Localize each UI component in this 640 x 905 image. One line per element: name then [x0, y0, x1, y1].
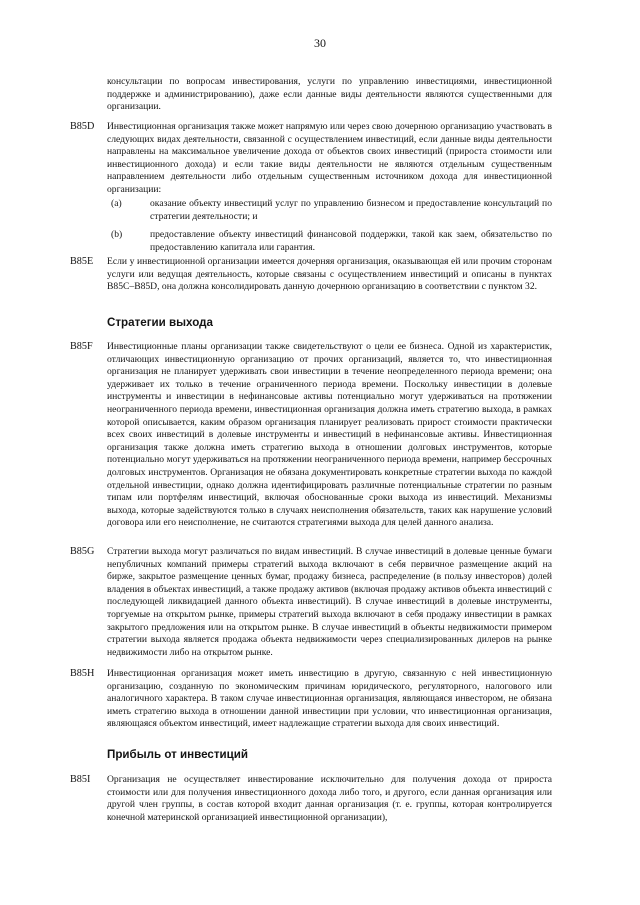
paragraph-text: консультации по вопросам инвестирования, услуги по управлению инвестициями, инвестиционной поддержке и администрированию), даже если данные виды деятельности являются существенными для организации. [107, 76, 552, 113]
paragraph-text: Инвестиционные планы организации также свидетельствуют о цели ее бизнеса. Одной из характеристик, отличающих инвестиционную организацию от прочих организаций, является то, что инвестиционная организация не планирует удерживать свои инвестиции в течение неопределенного периода времени; она удерживает их только в течение ограниченного периода времени. Поскольку инвестиции в долевые инструменты и инвестиции в нефинансовые активы потенциально могут удерживаться на протяжении неограниченного периода времени, инвестиционная организация должна иметь стратегию выхода, в рамках которой описывается, каким образом организация планирует реализовать прирост стоимости практически всех своих инвестиций в долевые инструменты и инвестиций в нефинансовые активы. Инвестиционная организация также должна иметь стратегию выхода в отношении долговых инструментов, которые потенциально могут удерживаться на протяжении неограниченного периода времени, например бессрочных долговых инструментов. Организация не обязана документировать конкретные стратегии выхода по каждой отдельной инвестиции, однако должна идентифицировать различные потенциальные стратегии по разным типам или портфелям инвестиций, включая обоснованные сроки выхода из инвестиций. Механизмы выхода, которые задействуются только в случаях неисполнения обязательств, таких как нарушение условий договора или его неисполнение, не считаются стратегиями выхода для целей данного анализа. [107, 341, 552, 529]
paragraph-number: B85E [70, 256, 94, 267]
paragraph-text: Стратегии выхода могут различаться по видам инвестиций. В случае инвестиций в долевые ценные бумаги непубличных компаний примеры стратегий выхода включают в себя первичное размещение акций на бирже, закрытое размещение ценных бумаг, продажу бизнеса, распределение (в пользу инвесторов) долей владения в объектах инвестиций, а также продажу активов (включая продажу активов объекта инвестиций с последующей ликвидацией данного объекта инвестиций). В случае инвестиций в долевые инструменты, торгуемые на открытом рынке, примеры стратегий выхода включают в себя продажу инвестиции в рамках закрытого предложения или на открытом рынке. В случае инвестиций в объекты недвижимости примером стратегии выхода является продажа объекта недвижимости через специализированных дилеров на рынке недвижимости либо на открытом рынке. [107, 546, 552, 658]
paragraph-text: Инвестиционная организация также может напрямую или через свою дочернюю организацию участвовать в следующих видах деятельности, связанной с осуществлением инвестиций, если данные виды деятельности направлены на максимальное увеличение дохода от объектов своих инвестиций (прироста стоимости или инвестиционного дохода) и если такие виды деятельности не являются отдельным существенным направлением деятельности либо отдельным существенным источником дохода для инвестиционной организации: [107, 121, 552, 195]
section-heading-exit-strategies: Стратегии выхода [107, 316, 213, 329]
paragraph-text: Если у инвестиционной организации имеется дочерняя организация, оказывающая ей или прочим сторонам услуги или ведущая деятельность, которые связаны с осуществлением инвестиций и описаны в пунктах B85C–B85D, она должна консолидировать данную дочернюю организацию в соответствии с пунктом 32. [107, 256, 552, 293]
paragraph-text: Инвестиционная организация может иметь инвестицию в другую, связанную с ней инвестиционную организацию, созданную по экономическим причинам юридического, регуляторного, налогового или аналогичного характера. В таком случае инвестиционная организация, являющаяся инвестором, не обязана иметь стратегию выхода в отношении данной инвестиции при условии, что инвестиционная организация, являющаяся объектом инвестиций, имеет надлежащие стратегии выхода для своих инвестиций. [107, 668, 552, 730]
paragraph-number: B85G [70, 546, 95, 557]
paragraph-number: B85D [70, 121, 95, 132]
list-item-text: оказание объекту инвестиций услуг по управлению бизнесом и предоставление консультаций по стратегии деятельности; и [150, 198, 552, 222]
list-item-text: предоставление объекту инвестиций финансовой поддержки, такой как заем, обязательство по предоставлению капитала или гарантия. [150, 229, 552, 253]
paragraph-number: B85H [70, 668, 95, 679]
paragraph-number: B85F [70, 341, 93, 352]
page-number: 30 [314, 36, 326, 50]
paragraph-text: Организация не осуществляет инвестирование исключительно для получения дохода от прироста стоимости или для получения инвестиционного дохода либо того, и другого, если данная организация или другой член группы, в состав которой входит данная организация (т. е. группы, которая контролируется конечной материнской организацией инвестиционной организации), [107, 774, 552, 823]
paragraph-number: B85I [70, 774, 91, 785]
list-item-label: (a) [111, 198, 122, 209]
list-item-label: (b) [111, 229, 123, 240]
section-heading-investment-income: Прибыль от инвестиций [107, 748, 249, 761]
